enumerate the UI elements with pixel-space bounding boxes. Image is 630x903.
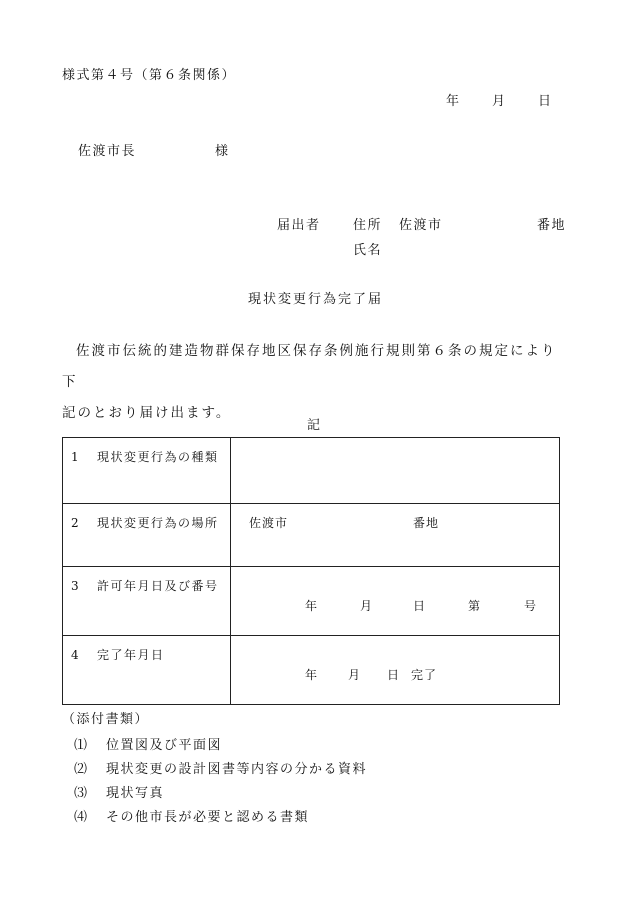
row-3-day: 日 xyxy=(413,599,427,613)
notifier-city: 佐渡市 xyxy=(399,218,443,233)
row-4-label: 完了年月日 xyxy=(97,648,165,662)
row-2-label: 現状変更行為の場所 xyxy=(97,516,219,530)
row-4-number: 4 xyxy=(71,648,79,662)
body-line-2: 記のとおり届け出ます。 xyxy=(62,405,232,421)
addressee-honorific: 様 xyxy=(215,144,229,159)
notifier-label: 届出者 xyxy=(277,218,321,233)
attachment-item xyxy=(74,786,164,802)
attachment-2-number: ⑵ xyxy=(74,762,88,777)
ki-label: 記 xyxy=(307,418,321,433)
table-row xyxy=(63,636,560,705)
document-title: 現状変更行為完了届 xyxy=(248,292,384,307)
body-line-1: 佐渡市伝統的建造物群保存地区保存条例施行規則第６条の規定により下 xyxy=(62,343,557,390)
table-row xyxy=(63,438,560,504)
attachment-4-text: その他市長が必要と認める書類 xyxy=(106,810,310,825)
row-3-month: 月 xyxy=(360,599,374,613)
row-3-label: 許可年月日及び番号 xyxy=(97,579,219,593)
attachment-4-number: ⑷ xyxy=(74,810,88,825)
row-4-complete: 完了 xyxy=(411,668,438,682)
row-2-banchi: 番地 xyxy=(413,516,440,530)
attachment-3-text: 現状写真 xyxy=(106,786,165,801)
row-2-number: 2 xyxy=(71,516,79,530)
row-3-dai: 第 xyxy=(468,599,482,613)
date-day-label: 日 xyxy=(538,94,552,109)
row-4-year: 年 xyxy=(305,668,319,682)
row-1-label-cell xyxy=(63,438,231,504)
row-3-number: 3 xyxy=(71,579,79,593)
attachment-3-number: ⑶ xyxy=(74,786,88,801)
table-row xyxy=(63,504,560,567)
row-3-year: 年 xyxy=(305,599,319,613)
row-4-value-cell[interactable] xyxy=(231,636,560,705)
row-4-day: 日 xyxy=(387,668,401,682)
row-1-value-cell[interactable] xyxy=(231,438,560,504)
row-2-label-cell xyxy=(63,504,231,567)
row-2-value-cell[interactable] xyxy=(231,504,560,567)
attachment-item xyxy=(74,762,367,778)
notifier-address-label: 住所 xyxy=(353,218,383,233)
table-row xyxy=(63,567,560,636)
date-year-label: 年 xyxy=(446,94,460,109)
date-month-label: 月 xyxy=(492,94,506,109)
row-4-month: 月 xyxy=(348,668,362,682)
row-1-label: 現状変更行為の種類 xyxy=(97,450,219,464)
notification-table xyxy=(62,437,560,705)
attachments-heading: （添付書類） xyxy=(62,712,150,727)
row-1-number: 1 xyxy=(71,450,79,464)
attachment-item xyxy=(74,810,309,826)
attachment-2-text: 現状変更の設計図書等内容の分かる資料 xyxy=(106,762,368,777)
notifier-banchi: 番地 xyxy=(537,218,567,233)
attachment-item xyxy=(74,738,222,754)
row-4-label-cell xyxy=(63,636,231,705)
form-number: 様式第４号（第６条関係） xyxy=(62,68,237,83)
row-2-city: 佐渡市 xyxy=(249,516,289,530)
body-paragraph xyxy=(62,336,570,429)
row-3-value-cell[interactable] xyxy=(231,567,560,636)
addressee-name: 佐渡市長 xyxy=(78,144,137,159)
notifier-name-label: 氏名 xyxy=(353,243,383,258)
attachment-1-number: ⑴ xyxy=(74,738,88,753)
attachment-1-text: 位置図及び平面図 xyxy=(106,738,223,753)
row-3-label-cell xyxy=(63,567,231,636)
row-3-go: 号 xyxy=(524,599,538,613)
